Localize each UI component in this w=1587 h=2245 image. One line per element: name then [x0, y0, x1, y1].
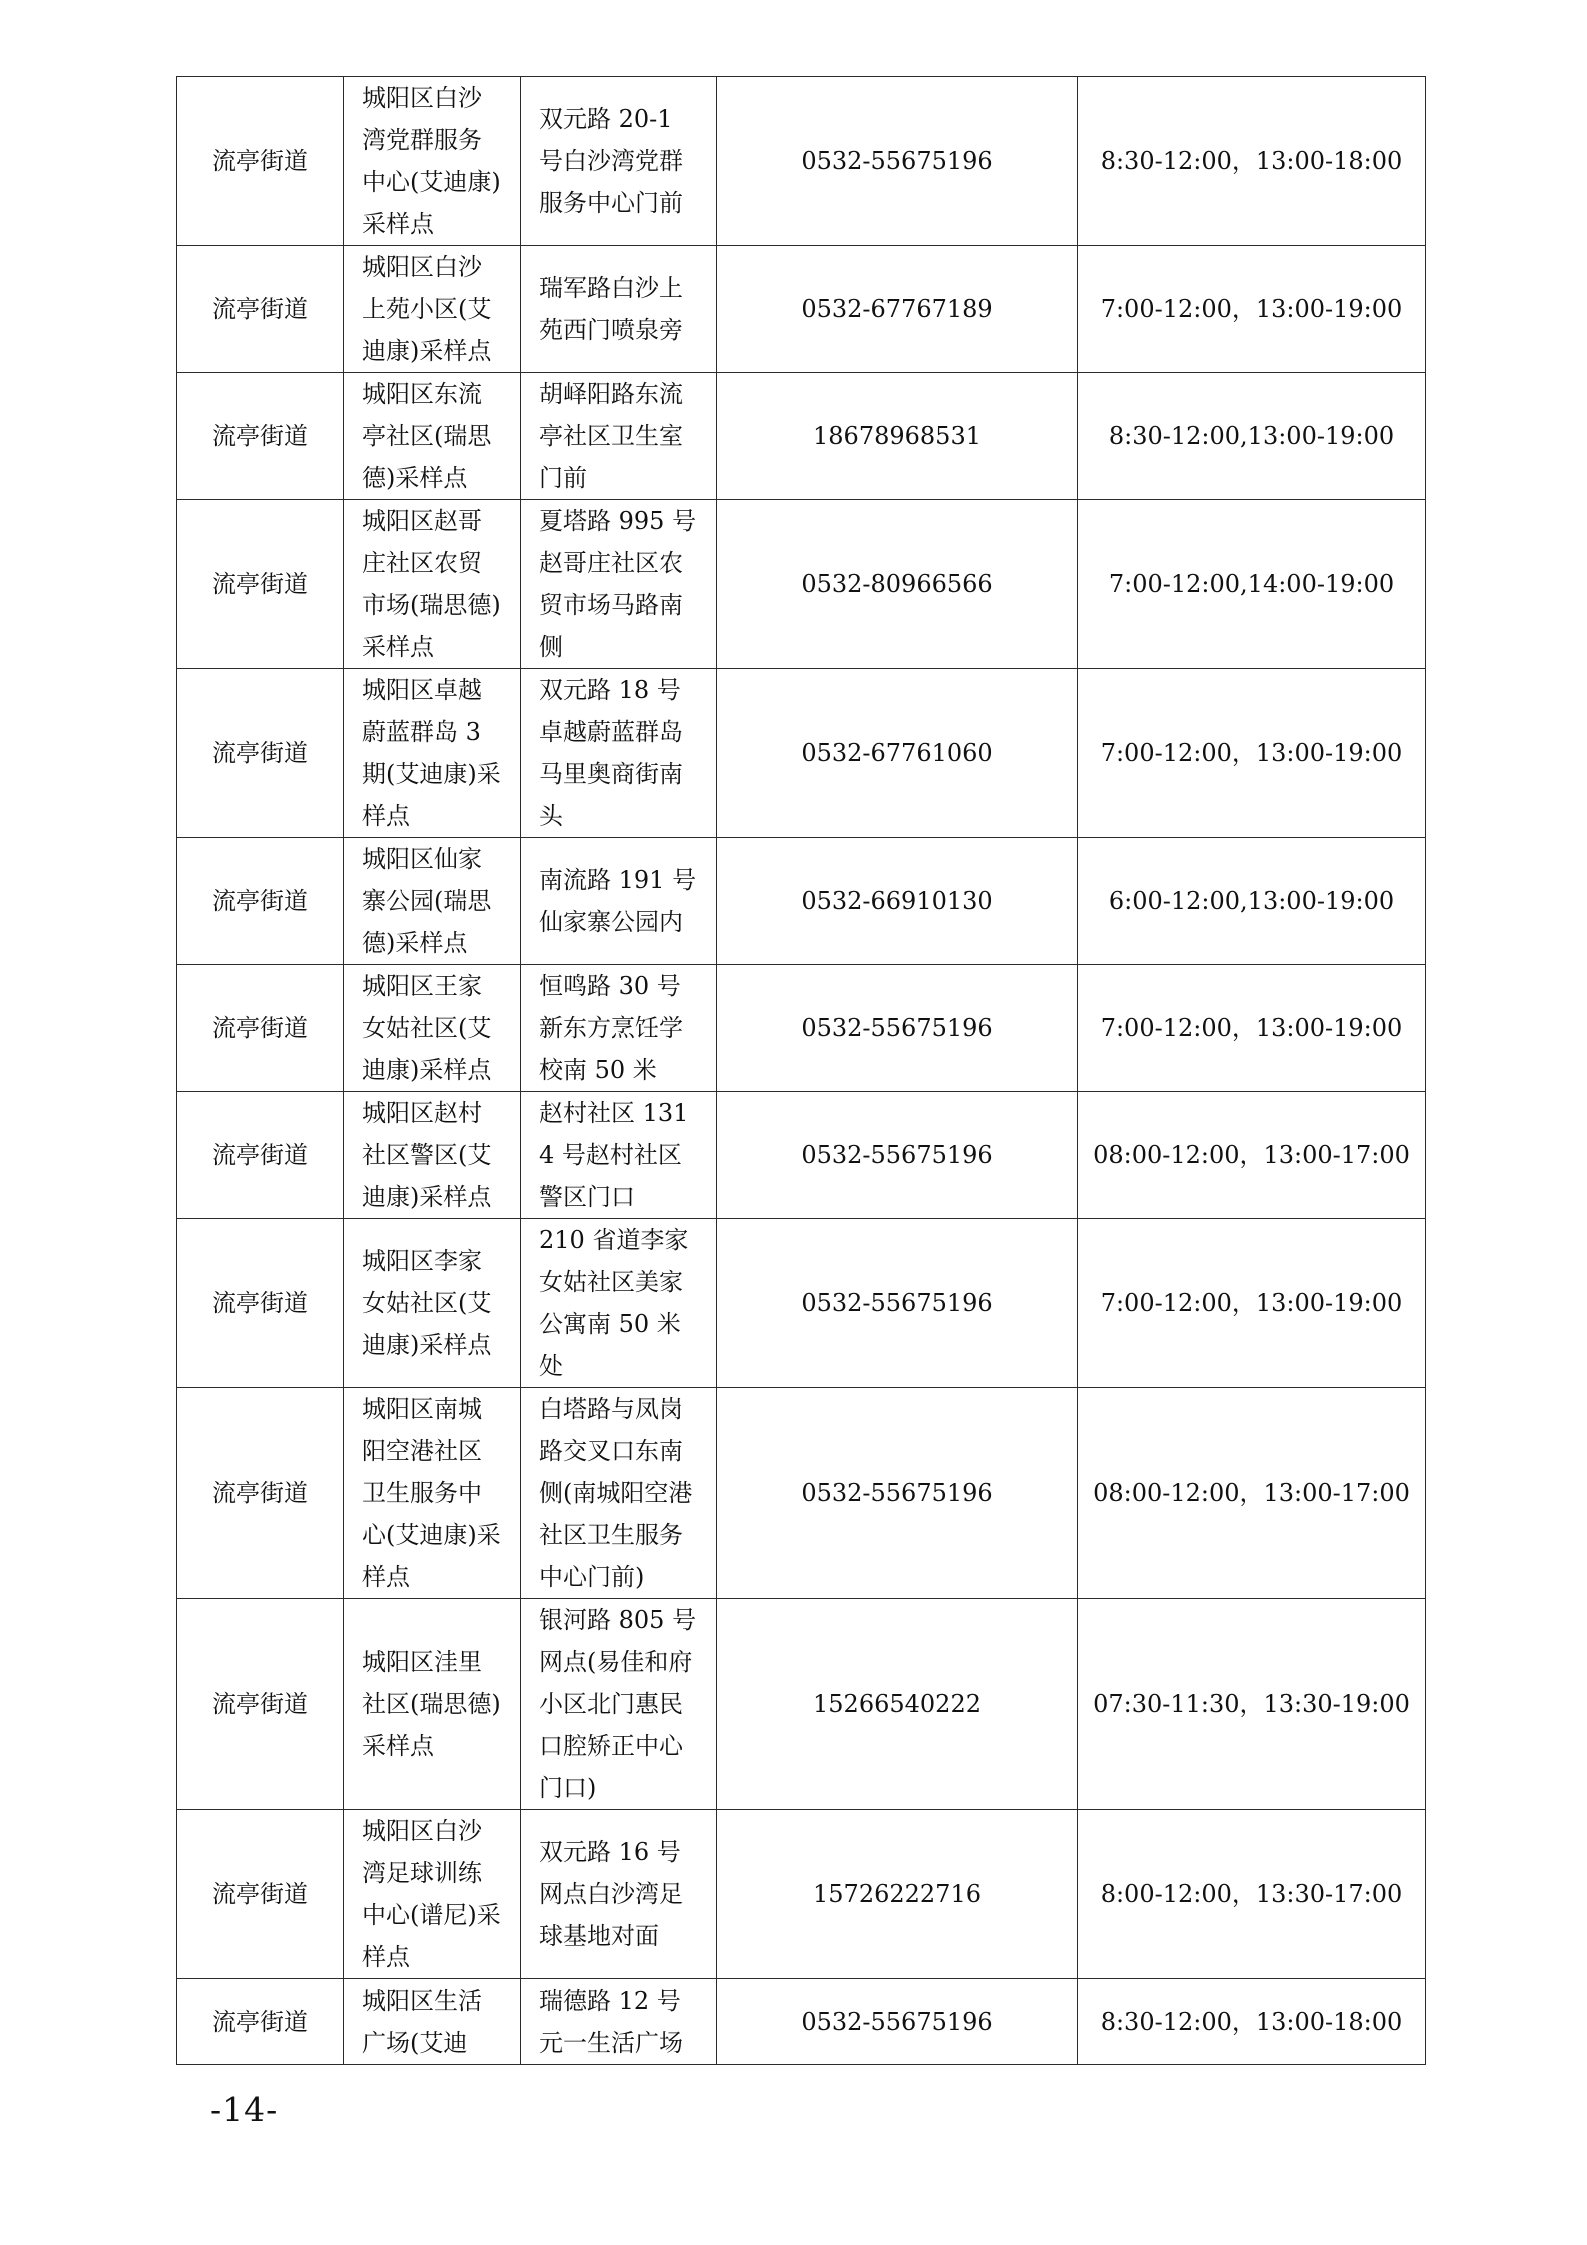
phone-cell: 0532-55675196: [717, 1388, 1078, 1599]
table-row: [177, 1599, 1426, 1810]
site-name-cell: 城阳区王家女姑社区(艾迪康)采样点: [344, 965, 521, 1092]
site-name-cell: 城阳区卓越蔚蓝群岛 3 期(艾迪康)采样点: [344, 669, 521, 838]
sampling-sites-table: [176, 76, 1426, 2065]
address-cell: 白塔路与凤岗路交叉口东南侧(南城阳空港社区卫生服务中心门前): [521, 1388, 717, 1599]
street-cell: 流亭街道: [177, 1810, 344, 1979]
street-cell: 流亭街道: [177, 669, 344, 838]
table-row: [177, 373, 1426, 500]
site-name-cell: 城阳区赵哥庄社区农贸市场(瑞思德)采样点: [344, 500, 521, 669]
hours-cell: 7:00-12:00，13:00-19:00: [1078, 246, 1426, 373]
street-cell: 流亭街道: [177, 1219, 344, 1388]
hours-cell: 8:30-12:00，13:00-18:00: [1078, 77, 1426, 246]
site-name-cell: 城阳区李家女姑社区(艾迪康)采样点: [344, 1219, 521, 1388]
phone-cell: 15726222716: [717, 1810, 1078, 1979]
phone-cell: 0532-55675196: [717, 1979, 1078, 2065]
address-cell: 双元路 20-1 号白沙湾党群服务中心门前: [521, 77, 717, 246]
page-number: -14-: [210, 2090, 279, 2129]
street-cell: 流亭街道: [177, 838, 344, 965]
hours-cell: 8:30-12:00,13:00-19:00: [1078, 373, 1426, 500]
phone-cell: 0532-80966566: [717, 500, 1078, 669]
street-cell: 流亭街道: [177, 1388, 344, 1599]
table-row: [177, 1092, 1426, 1219]
phone-cell: 0532-67761060: [717, 669, 1078, 838]
street-cell: 流亭街道: [177, 77, 344, 246]
address-cell: 赵村社区 1314 号赵村社区警区门口: [521, 1092, 717, 1219]
site-name-cell: 城阳区东流亭社区(瑞思德)采样点: [344, 373, 521, 500]
hours-cell: 08:00-12:00，13:00-17:00: [1078, 1092, 1426, 1219]
street-cell: 流亭街道: [177, 1092, 344, 1219]
table-row: [177, 965, 1426, 1092]
street-cell: 流亭街道: [177, 246, 344, 373]
phone-cell: 0532-66910130: [717, 838, 1078, 965]
phone-cell: 0532-55675196: [717, 77, 1078, 246]
site-name-cell: 城阳区白沙上苑小区(艾迪康)采样点: [344, 246, 521, 373]
hours-cell: 08:00-12:00，13:00-17:00: [1078, 1388, 1426, 1599]
street-cell: 流亭街道: [177, 1979, 344, 2065]
address-cell: 夏塔路 995 号赵哥庄社区农贸市场马路南侧: [521, 500, 717, 669]
phone-cell: 0532-55675196: [717, 1219, 1078, 1388]
address-cell: 银河路 805 号网点(易佳和府小区北门惠民口腔矫正中心门口): [521, 1599, 717, 1810]
address-cell: 双元路 16 号网点白沙湾足球基地对面: [521, 1810, 717, 1979]
address-cell: 南流路 191 号仙家寨公园内: [521, 838, 717, 965]
hours-cell: 07:30-11:30，13:30-19:00: [1078, 1599, 1426, 1810]
hours-cell: 7:00-12:00,14:00-19:00: [1078, 500, 1426, 669]
hours-cell: 7:00-12:00，13:00-19:00: [1078, 965, 1426, 1092]
phone-cell: 0532-55675196: [717, 965, 1078, 1092]
hours-cell: 7:00-12:00，13:00-19:00: [1078, 669, 1426, 838]
table-row: [177, 77, 1426, 246]
address-cell: 双元路 18 号卓越蔚蓝群岛马里奥商街南头: [521, 669, 717, 838]
site-name-cell: 城阳区白沙湾足球训练中心(谱尼)采样点: [344, 1810, 521, 1979]
table-row: [177, 500, 1426, 669]
street-cell: 流亭街道: [177, 965, 344, 1092]
site-name-cell: 城阳区白沙湾党群服务中心(艾迪康)采样点: [344, 77, 521, 246]
phone-cell: 15266540222: [717, 1599, 1078, 1810]
address-cell: 210 省道李家女姑社区美家公寓南 50 米处: [521, 1219, 717, 1388]
table-row: [177, 1219, 1426, 1388]
site-name-cell: 城阳区赵村社区警区(艾迪康)采样点: [344, 1092, 521, 1219]
hours-cell: 6:00-12:00,13:00-19:00: [1078, 838, 1426, 965]
address-cell: 恒鸣路 30 号新东方烹饪学校南 50 米: [521, 965, 717, 1092]
table-row: [177, 246, 1426, 373]
address-cell: 瑞军路白沙上苑西门喷泉旁: [521, 246, 717, 373]
street-cell: 流亭街道: [177, 500, 344, 669]
site-name-cell: 城阳区洼里社区(瑞思德)采样点: [344, 1599, 521, 1810]
street-cell: 流亭街道: [177, 373, 344, 500]
hours-cell: 7:00-12:00，13:00-19:00: [1078, 1219, 1426, 1388]
table-row: [177, 1388, 1426, 1599]
address-cell: 胡峄阳路东流亭社区卫生室门前: [521, 373, 717, 500]
address-cell: 瑞德路 12 号元一生活广场: [521, 1979, 717, 2065]
table-row: [177, 669, 1426, 838]
phone-cell: 0532-67767189: [717, 246, 1078, 373]
table-row: [177, 1979, 1426, 2065]
table-row: [177, 1810, 1426, 1979]
site-name-cell: 城阳区南城阳空港社区卫生服务中心(艾迪康)采样点: [344, 1388, 521, 1599]
phone-cell: 18678968531: [717, 373, 1078, 500]
site-name-cell: 城阳区仙家寨公园(瑞思德)采样点: [344, 838, 521, 965]
hours-cell: 8:00-12:00，13:30-17:00: [1078, 1810, 1426, 1979]
table-row: [177, 838, 1426, 965]
site-name-cell: 城阳区生活广场(艾迪: [344, 1979, 521, 2065]
hours-cell: 8:30-12:00，13:00-18:00: [1078, 1979, 1426, 2065]
phone-cell: 0532-55675196: [717, 1092, 1078, 1219]
street-cell: 流亭街道: [177, 1599, 344, 1810]
